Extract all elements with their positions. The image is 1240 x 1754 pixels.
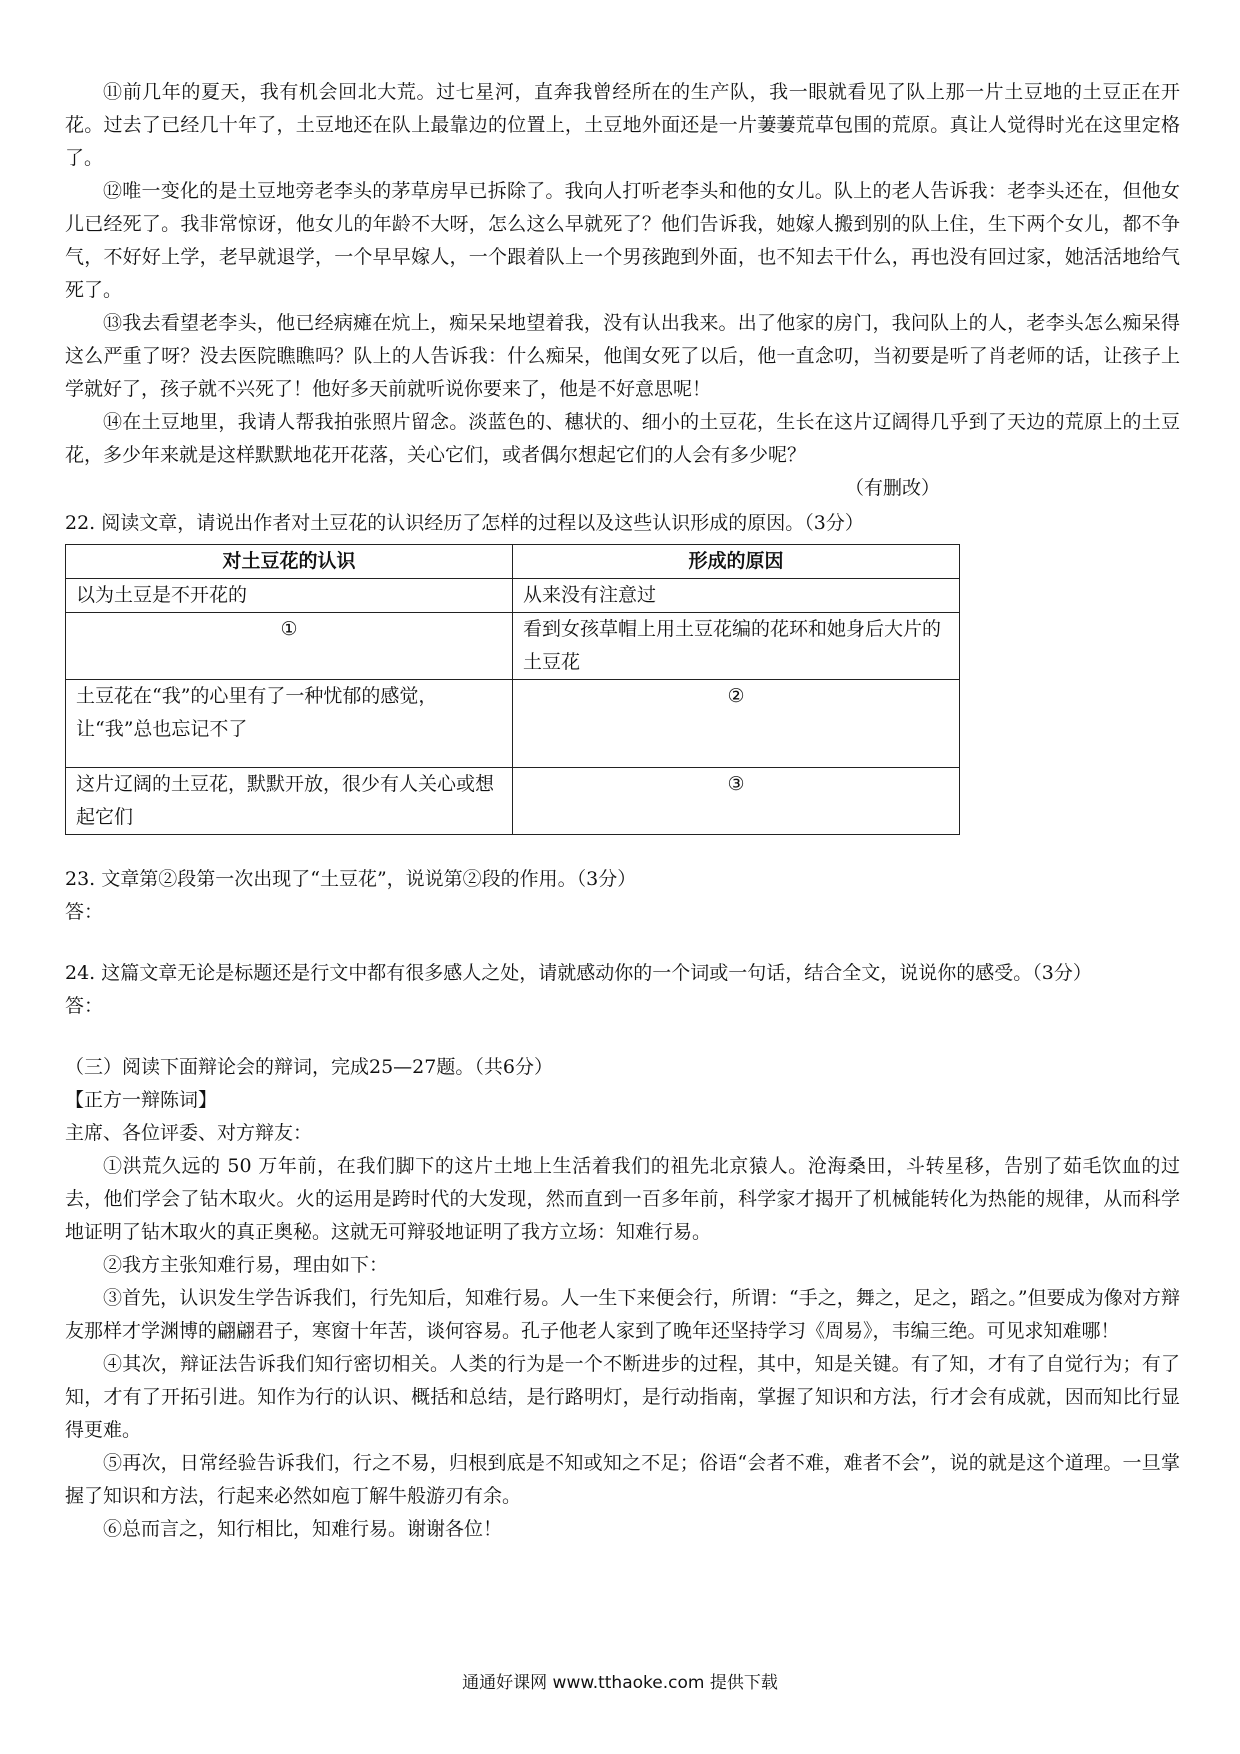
table-row — [66, 768, 960, 835]
page-footer: 通通好课网 www.tthaoke.com 提供下载 — [462, 1673, 778, 1693]
debate-paragraph-6: ⑥总而言之，知行相比，知难行易。谢谢各位！ — [103, 1518, 503, 1540]
table-cell: 从来没有注意过 — [513, 579, 960, 613]
spacer — [65, 1023, 1180, 1051]
passage-paragraph-13: ⑬我去看望老李头，他已经病瘫在炕上，痴呆呆地望着我，没有认出我来。出了他家的房门，我问队上的人，老李头怎么痴呆得这么严重了呀？没去医院瞧瞧吗？队上的人告诉我：什么痴呆，他闺女死了以后，他一直念叨，当初要是听了肖老师的话，让孩子上学就好了，孩子就不兴死了！他好多天前就听说你要来了，他是不好意思呢！ — [65, 312, 1180, 400]
question-24-answer-label[interactable]: 答： — [65, 995, 104, 1017]
section-3-heading: （三）阅读下面辩论会的辩词，完成25—27题。（共6分） — [65, 1056, 553, 1078]
answer-blank-3[interactable]: ③ — [513, 768, 960, 835]
answer-blank-2[interactable]: ② — [513, 680, 960, 768]
speaker-label: 【正方一辩陈词】 — [65, 1089, 218, 1111]
edit-note: （有删改） — [844, 477, 940, 499]
answer-blank-1[interactable]: ① — [66, 613, 513, 680]
question-23-answer-label[interactable]: 答： — [65, 901, 104, 923]
passage-paragraph-14: ⑭在土豆地里，我请人帮我拍张照片留念。淡蓝色的、穗状的、细小的土豆花，生长在这片辽阔得几乎到了天边的荒原上的土豆花，多少年来就是这样默默地花开花落，关心它们，或者偶尔想起它们的人会有多少呢？ — [65, 411, 1180, 466]
debate-paragraph-1: ①洪荒久远的 50 万年前，在我们脚下的这片土地上生活着我们的祖先北京猿人。沧海桑田，斗转星移，告别了茹毛饮血的过去，他们学会了钻木取火。火的运用是跨时代的大发现，然而直到一百多年前，科学家才揭开了机械能转化为热能的规律，从而科学地证明了钻木取火的真正奥秘。这就无可辩驳地证明了我方立场：知难行易。 — [65, 1155, 1180, 1243]
passage-paragraph-12: ⑫唯一变化的是土豆地旁老李头的茅草房早已拆除了。我向人打听老李头和他的女儿。队上的老人告诉我：老李头还在，但他女儿已经死了。我非常惊讶，他女儿的年龄不大呀，怎么这么早就死了？他们告诉我，她嫁人搬到别的队上住，生下两个女儿，都不争气，不好好上学，老早就退学，一个早早嫁人，一个跟着队上一个男孩跑到外面，也不知去干什么，再也没有回过家，她活活地给气死了。 — [65, 180, 1180, 301]
spacer — [65, 835, 1180, 863]
table-cell: 以为土豆是不开花的 — [66, 579, 513, 613]
table-row — [66, 579, 960, 613]
table-cell: 这片辽阔的土豆花，默默开放，很少有人关心或想起它们 — [66, 768, 513, 835]
debate-paragraph-3: ③首先，认识发生学告诉我们，行先知后，知难行易。人一生下来便会行，所谓：“手之，舞之，足之，蹈之。”但要成为像对方辩友那样才学渊博的翩翩君子，寒窗十年苦，谈何容易。孔子他老人家到了晚年还坚持学习《周易》，韦编三绝。可见求知难哪！ — [65, 1287, 1180, 1342]
debate-paragraph-4: ④其次，辩证法告诉我们知行密切相关。人类的行为是一个不断进步的过程，其中，知是关键。有了知，才有了自觉行为；有了知，才有了开拓引进。知作为行的认识、概括和总结，是行路明灯，是行动指南，掌握了知识和方法，行才会有成就，因而知比行显得更难。 — [65, 1353, 1180, 1441]
question-23-prompt: 23. 文章第②段第一次出现了“土豆花”，说说第②段的作用。（3分） — [65, 868, 637, 890]
question-22-prompt: 22. 阅读文章，请说出作者对土豆花的认识经历了怎样的过程以及这些认识形成的原因。（3分） — [65, 512, 864, 534]
passage-paragraph-11: ⑪前几年的夏天，我有机会回北大荒。过七星河，直奔我曾经所在的生产队，我一眼就看见了队上那一片土豆地的土豆正在开花。过去了已经几十年了，土豆地还在队上最靠边的位置上，土豆地外面还是一片萋萋荒草包围的荒原。真让人觉得时光在这里定格了。 — [65, 81, 1180, 169]
question-24-prompt: 24. 这篇文章无论是标题还是行文中都有很多感人之处，请就感动你的一个词或一句话，结合全文，说说你的感受。（3分） — [65, 962, 1092, 984]
debate-paragraph-2: ②我方主张知难行易，理由如下： — [103, 1254, 389, 1276]
table-row — [66, 613, 960, 680]
table-header-row — [66, 545, 960, 579]
debate-paragraph-5: ⑤再次，日常经验告诉我们，行之不易，归根到底是不知或知之不足；俗语“会者不难，难者不会”，说的就是这个道理。一旦掌握了知识和方法，行起来必然如庖丁解牛般游刃有余。 — [65, 1452, 1180, 1507]
salutation: 主席、各位评委、对方辩友： — [65, 1122, 313, 1144]
spacer — [65, 929, 1180, 957]
table-cell: 看到女孩草帽上用土豆花编的花环和她身后大片的土豆花 — [513, 613, 960, 680]
document-page — [65, 76, 1180, 1546]
table-header-reason: 形成的原因 — [513, 545, 960, 579]
question-22-table — [65, 544, 960, 835]
table-row — [66, 680, 960, 768]
table-cell: 土豆花在“我”的心里有了一种忧郁的感觉，让“我”总也忘记不了 — [66, 680, 513, 768]
table-header-cognition: 对土豆花的认识 — [66, 545, 513, 579]
